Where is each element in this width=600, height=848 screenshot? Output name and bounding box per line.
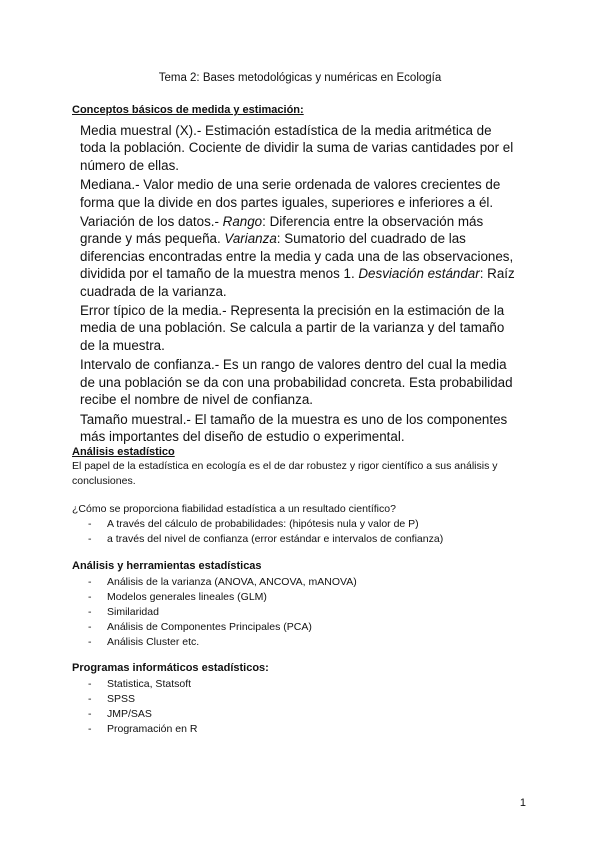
analisis-intro: El papel de la estadística en ecología es el de dar robustez y rigor científico a sus análisis y conclusiones. xyxy=(72,460,498,487)
concepts-block xyxy=(80,122,520,447)
variacion-varianza: Varianza xyxy=(224,231,277,247)
section-heading-analisis: Análisis estadístico xyxy=(72,446,175,458)
page-number: 1 xyxy=(519,797,526,809)
list-item: - Programación en R xyxy=(88,722,197,737)
list-item: - a través del nivel de confianza (error estándar e intervalos de confianza) xyxy=(88,532,443,547)
variacion-text-4: : Raíz cuadrada de la varianza. xyxy=(80,266,515,299)
list-item: - Análisis Cluster etc. xyxy=(88,635,357,650)
section-heading-herramientas: Análisis y herramientas estadísticas xyxy=(72,560,262,572)
concept-mediana: Mediana.- Valor medio de una serie ordenada de valores crecientes de forma que la divide en dos partes iguales, superiores e inferiores a él. xyxy=(80,177,501,210)
variacion-text-2: : Diferencia entre la observación más grande y más pequeña. xyxy=(80,214,484,247)
list-item: - Modelos generales lineales (GLM) xyxy=(88,590,357,605)
variacion-rango: Rango xyxy=(222,214,263,230)
herramientas-list xyxy=(88,575,357,650)
programas-list xyxy=(88,677,197,737)
list-item: - A través del cálculo de probabilidades: (hipótesis nula y valor de P) xyxy=(88,517,443,532)
concept-error-tipico: Error típico de la media.- Representa la precisión en la estimación de la media de una población. Se calcula a partir de la varianza y del tamaño de la muestra. xyxy=(80,303,505,353)
section-heading-programas: Programas informáticos estadísticos: xyxy=(72,662,269,674)
list-item: - Análisis de la varianza (ANOVA, ANCOVA, mANOVA) xyxy=(88,575,357,590)
list-item: - Análisis de Componentes Principales (PCA) xyxy=(88,620,357,635)
page-title: Tema 2: Bases metodológicas y numéricas en Ecología xyxy=(158,72,442,84)
list-item: - Statistica, Statsoft xyxy=(88,677,197,692)
concept-tamano: Tamaño muestral.- El tamaño de la muestra es uno de los componentes más importantes del diseño de estudio o experimental. xyxy=(80,411,508,444)
list-item: - JMP/SAS xyxy=(88,707,197,722)
concept-variacion xyxy=(80,213,520,300)
variacion-desviacion: Desviación estándar xyxy=(358,266,480,282)
section-heading-conceptos: Conceptos básicos de medida y estimación: xyxy=(72,104,304,116)
variacion-text-3: : Sumatorio del cuadrado de las diferencias encontradas entre la media y cada una de las observaciones, dividida por el tamaño de la muestra menos 1. xyxy=(80,231,514,282)
concept-media-muestral: Media muestral (X).- Estimación estadística de la media aritmética de toda la población. Cociente de dividir la suma de varias cantidades por el número de ellas. xyxy=(80,123,514,173)
list-item: - SPSS xyxy=(88,692,197,707)
list-item: - Similaridad xyxy=(88,605,357,620)
analisis-question: ¿Cómo se proporciona fiabilidad estadística a un resultado científico? xyxy=(72,503,396,515)
concept-intervalo: Intervalo de confianza.- Es un rango de valores dentro del cual la media de una población se da con una probabilidad concreta. Esta probabilidad recibe el nombre de nivel de confianza. xyxy=(80,357,513,408)
variacion-text-1: Variación de los datos.- xyxy=(80,214,223,230)
analisis-list xyxy=(88,517,443,547)
